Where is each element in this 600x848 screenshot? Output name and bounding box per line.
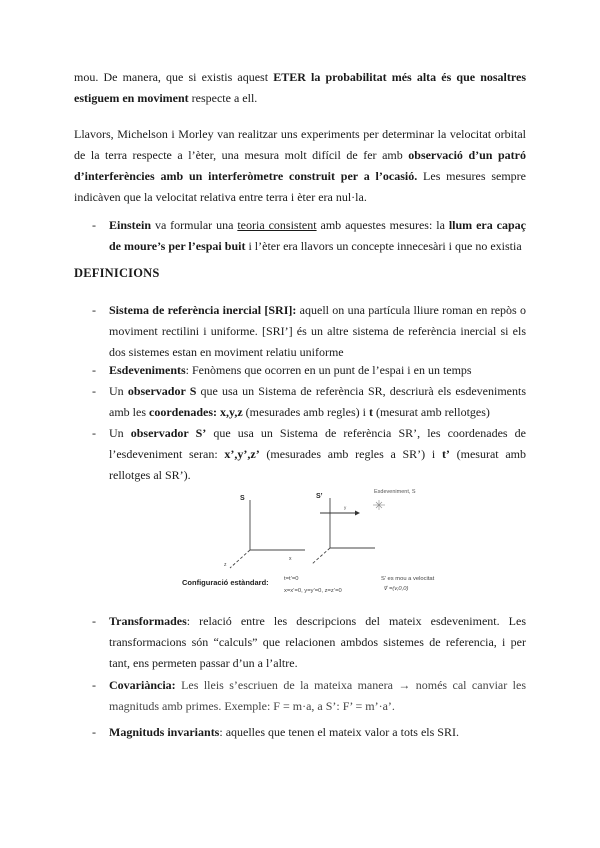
einstein-term: Einstein — [109, 218, 152, 232]
label-s: S — [240, 495, 245, 502]
intro-text: respecte a ell. — [188, 91, 258, 105]
definition-text: Les lleis s’escriuen de la mateixa manera → només cal canviar les — [175, 678, 526, 692]
bullet-dash: - — [92, 218, 96, 232]
definitions-heading: DEFINICIONS — [74, 266, 160, 280]
definition-term: Transformades — [109, 614, 187, 628]
definition-sri — [109, 300, 526, 363]
einstein-text: va formular una — [151, 218, 238, 232]
definition-text: : relació entre les descripcions del mateix esdeveniment. Les — [186, 614, 526, 628]
einstein-bold-text: de moure’s per l’espai buit — [109, 239, 246, 253]
michelson-bold-text: observació d’un patró — [408, 148, 526, 162]
michelson-text: Les mesures sempre — [417, 169, 526, 183]
sri-line-2: moviment rectilini i uniforme. [SRI’] és un altre sistema de referència inercial si els — [109, 324, 526, 338]
transformades-line-3: tant, ens permeten passar d’un a l’altre. — [109, 656, 298, 670]
label-z: z — [224, 562, 227, 568]
label-y: y — [344, 505, 347, 510]
intro-line-1 — [74, 67, 526, 88]
intro-line-2 — [74, 88, 526, 109]
definition-text: : Fenòmens que ocorren en un punt de l’espai i en un temps — [185, 363, 472, 377]
definition-text: (mesurat amb rellotges) — [372, 405, 490, 419]
definition-text: Un — [109, 426, 131, 440]
definition-bold-text: coordenades: x,y,z — [149, 405, 243, 419]
event-burst-icon — [373, 500, 385, 510]
definition-term: Magnituds invariants — [109, 725, 220, 739]
label-x: x — [289, 556, 292, 562]
definition-magnituds — [109, 722, 526, 743]
definition-bold-text: t — [368, 405, 373, 419]
underlined-text: teoria consistent — [237, 218, 317, 232]
observador-s-line-1 — [109, 381, 526, 402]
eq-time: t=t’=0 — [284, 576, 299, 582]
definition-bold-text: t’ — [441, 447, 450, 461]
figure-caption: Configuració estàndard: — [182, 578, 269, 587]
definition-text: (mesurat amb — [449, 447, 526, 461]
michelson-line-3 — [74, 166, 526, 187]
bullet-dash: - — [92, 614, 96, 628]
covariancia-line-1 — [109, 675, 526, 696]
definition-text: Un — [109, 384, 128, 398]
einstein-item — [109, 215, 526, 257]
definition-text: : aquelles que tenen el mateix valor a tots els SRI. — [219, 725, 459, 739]
definition-term: observador S’ — [130, 426, 207, 440]
definition-text: que usa un Sistema de referència SR’, les coordenades de — [206, 426, 526, 440]
covariancia-line-2: magnituds amb primes. Exemple: F = m·a, a S’: F’ = m’·a’. — [109, 699, 395, 713]
michelson-line-2 — [74, 145, 526, 166]
transformades-line-1 — [109, 611, 526, 632]
michelson-bold-text: d’interferències amb un interferòmetre construit per a l’ocasió. — [74, 169, 418, 183]
standard-configuration-figure — [180, 480, 470, 598]
s-prime-z-axis — [312, 548, 330, 564]
transformades-line-2: transformacions són “calculs” que relacionen ambdos sistemes de referencia, i per — [109, 635, 526, 649]
einstein-text: amb aquestes mesures: la — [316, 218, 449, 232]
intro-text: mou. De manera, que si existis aquest — [74, 70, 274, 84]
definition-covariancia — [109, 675, 526, 717]
sri-line-1 — [109, 300, 526, 321]
einstein-line-1 — [109, 215, 526, 236]
definition-text: (mesurades amb regles) i — [242, 405, 369, 419]
intro-paragraph — [74, 67, 526, 109]
michelson-text: de la terra respecte a l’èter, una mesura molt difícil de fer amb — [74, 148, 409, 162]
definition-text: aquell on una partícula lliure roman en repòs o — [296, 303, 526, 317]
definition-transformades — [109, 611, 526, 674]
einstein-line-2 — [109, 236, 526, 257]
michelson-paragraph — [74, 124, 526, 208]
observador-s-line-2 — [109, 402, 526, 423]
eq-coords: x=x’=0, y=y’=0, z=z’=0 — [284, 588, 342, 594]
note-velocity: S’ es mou a velocitat — [381, 576, 435, 582]
michelson-line-1: Llavors, Michelson i Morley van realitzar uns experiments per determinar la velocitat orbital — [74, 127, 526, 141]
definition-term: Esdeveniments — [109, 363, 186, 377]
definition-text: l’esdeveniment seran: — [109, 447, 225, 461]
definition-term: observador S — [127, 384, 197, 398]
intro-bold-text: ETER la probabilitat més alta és que nosaltres — [273, 70, 526, 84]
definition-observador-s — [109, 381, 526, 423]
definition-text: que usa un Sistema de referència SR, descriurà els esdeveniments — [196, 384, 527, 398]
note-vector: v⃗ =(v,0,0) — [384, 586, 409, 592]
bullet-dash: - — [92, 363, 96, 377]
definition-text: (mesurades amb regles a SR’) i — [259, 447, 442, 461]
einstein-bold-text: llum era capaç — [448, 218, 526, 232]
bullet-dash: - — [92, 725, 96, 739]
sri-line-3: dos sistemes estan en moviment relatiu uniforme — [109, 345, 344, 359]
observador-s-prime-line-1 — [109, 423, 526, 444]
definition-observador-s-prime — [109, 423, 526, 486]
label-s-prime: S’ — [316, 493, 323, 500]
esdeveniments-line-1 — [109, 360, 526, 381]
label-event: Esdeveniment, S — [374, 489, 416, 495]
intro-bold-text: estiguem en moviment — [74, 91, 189, 105]
bullet-dash: - — [92, 303, 96, 317]
observador-s-prime-line-3: rellotges al SR’). — [109, 468, 191, 482]
einstein-text: i l’èter era llavors un concepte innecesàri i que no existia — [245, 239, 522, 253]
bullet-dash: - — [92, 384, 96, 398]
definition-term: Sistema de referència inercial [SRI]: — [109, 303, 297, 317]
velocity-arrow-icon — [355, 511, 360, 516]
definition-term: Covariància: — [109, 678, 176, 692]
definition-esdeveniments — [109, 360, 526, 381]
bullet-dash: - — [92, 678, 96, 692]
observador-s-prime-line-2 — [109, 444, 526, 465]
s-z-axis — [230, 550, 250, 568]
definition-text: amb les — [109, 405, 149, 419]
bullet-dash: - — [92, 426, 96, 440]
definition-bold-text: x’,y’,z’ — [224, 447, 260, 461]
magnituds-line-1 — [109, 722, 526, 743]
michelson-line-4: indicàven que la velocitat relativa entre terra i èter era nul·la. — [74, 190, 367, 204]
